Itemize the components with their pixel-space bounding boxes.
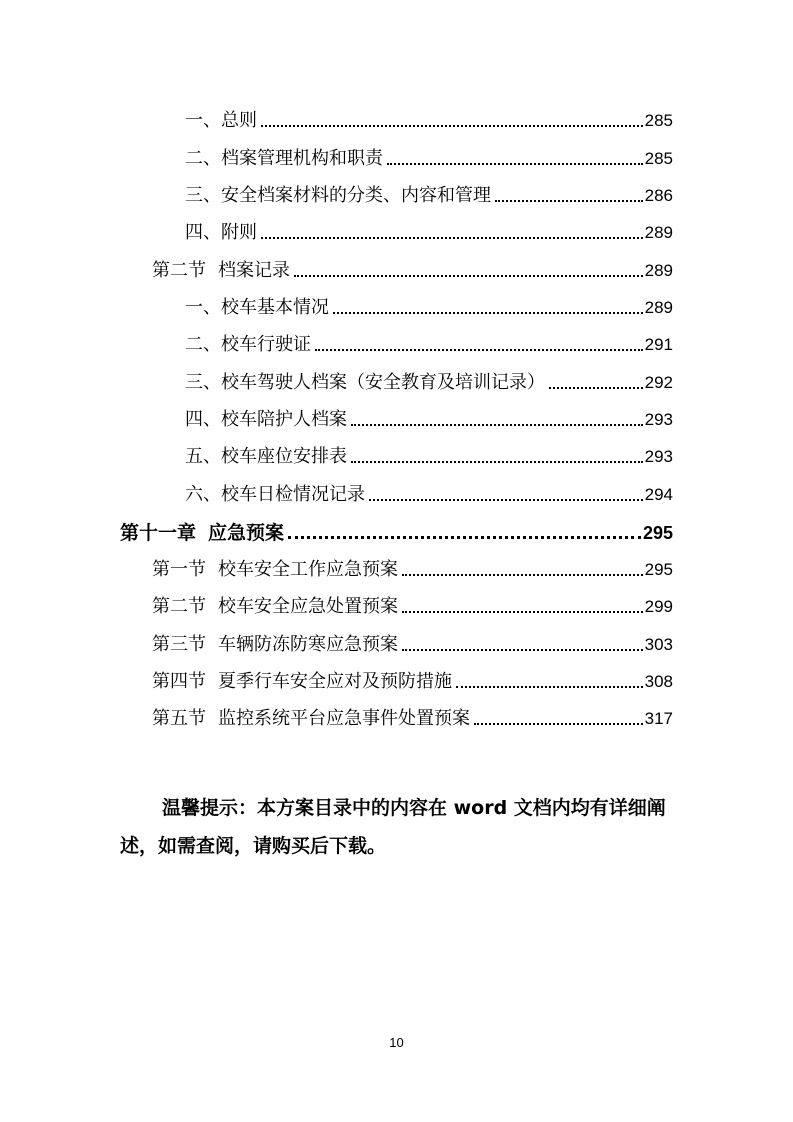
page-number: 10 [389,1035,404,1050]
toc-leader-dots [351,424,643,426]
toc-item-label: 二、档案管理机构和职责 [185,148,383,169]
toc-item-page: 291 [644,335,673,354]
toc-section-page: 295 [644,560,673,579]
toc-section-number: 第一节 [152,559,206,580]
toc-section-page: 308 [644,672,673,691]
toc-item-label: 五、校车座位安排表 [185,446,347,467]
toc-item-label: 六、校车日检情况记录 [185,484,365,505]
toc-item-page: 289 [644,223,673,242]
toc-item-page: 285 [644,149,673,168]
toc-item-page: 286 [644,186,673,205]
toc-section[interactable] [152,252,673,282]
toc-section-number: 第二节 [152,260,206,281]
toc-leader-dots [456,686,643,688]
toc-section-label [152,260,292,282]
toc-leader-dots [474,723,643,725]
toc-leader-dots [351,461,643,463]
toc-item[interactable] [185,289,673,319]
toc-item-page: 294 [644,485,673,504]
toc-item[interactable] [185,326,673,356]
toc-leader-dots [294,275,643,277]
toc-section-page: 303 [644,635,673,654]
toc-section[interactable] [152,588,673,618]
toc-section-label [152,708,472,730]
toc-leader-dots [333,312,643,314]
toc-item[interactable] [185,364,673,394]
purchase-notice: 温馨提示：本方案目录中的内容在 word 文档内均有详细阐述，如需查阅，请购买后下载。 [120,797,666,857]
toc-section-label [152,559,400,581]
toc-section-title: 监控系统平台应急事件处置预案 [218,708,470,729]
toc-item[interactable] [185,102,673,132]
toc-section-title: 档案记录 [218,260,290,281]
toc-section[interactable] [152,700,673,730]
toc-section-page: 289 [644,261,673,280]
toc-leader-dots [495,200,643,202]
toc-section-title: 夏季行车安全应对及预防措施 [218,671,452,692]
toc-leader-dots [261,237,643,239]
toc-item-page: 293 [644,410,673,429]
toc-section-number: 第三节 [152,634,206,655]
toc-section-number: 第五节 [152,708,206,729]
toc-chapter-title: 应急预案 [208,522,285,544]
toc-item-label: 二、校车行驶证 [185,334,311,355]
toc-section-number: 第二节 [152,596,206,617]
toc-chapter[interactable] [120,514,673,544]
toc-item[interactable] [185,438,673,468]
toc-section-title: 车辆防冻防寒应急预案 [218,634,398,655]
toc-item-label: 四、校车陪护人档案 [185,409,347,430]
toc-section-title: 校车安全工作应急预案 [218,559,398,580]
toc-section-number: 第四节 [152,671,206,692]
toc-item-page: 289 [644,298,673,317]
toc-item-page: 285 [644,111,673,130]
toc-section-label [152,634,400,656]
toc-leader-dots [387,163,643,165]
toc-leader-dots [549,387,643,389]
toc-leader-dots [402,611,643,613]
toc-section-page: 299 [644,597,673,616]
toc-section-label [152,671,454,693]
toc-section[interactable] [152,663,673,693]
toc-item[interactable] [185,476,673,506]
toc-leader-dots [288,536,641,539]
toc-chapter-label [120,522,286,544]
toc-item[interactable] [185,177,673,207]
toc-section-page: 317 [644,709,673,728]
toc-chapter-number: 第十一章 [120,522,197,544]
toc-section-label [152,596,400,618]
toc-item[interactable] [185,140,673,170]
toc-section[interactable] [152,551,673,581]
toc-item[interactable] [185,214,673,244]
toc-item[interactable] [185,401,673,431]
toc-leader-dots [369,499,643,501]
toc-chapter-page: 295 [642,523,673,543]
toc-leader-dots [402,574,643,576]
toc-item-page: 293 [644,447,673,466]
toc-item-label: 一、校车基本情况 [185,297,329,318]
toc-item-label: 三、校车驾驶人档案（安全教育及培训记录） [185,372,545,393]
toc-item-label: 四、附则 [185,222,257,243]
toc-leader-dots [261,125,643,127]
toc-leader-dots [315,349,643,351]
toc-item-page: 292 [644,373,673,392]
toc-section[interactable] [152,626,673,656]
toc-leader-dots [402,649,643,651]
toc-item-label: 三、安全档案材料的分类、内容和管理 [185,185,491,206]
toc-section-title: 校车安全应急处置预案 [218,596,398,617]
toc-item-label: 一、总则 [185,110,257,131]
